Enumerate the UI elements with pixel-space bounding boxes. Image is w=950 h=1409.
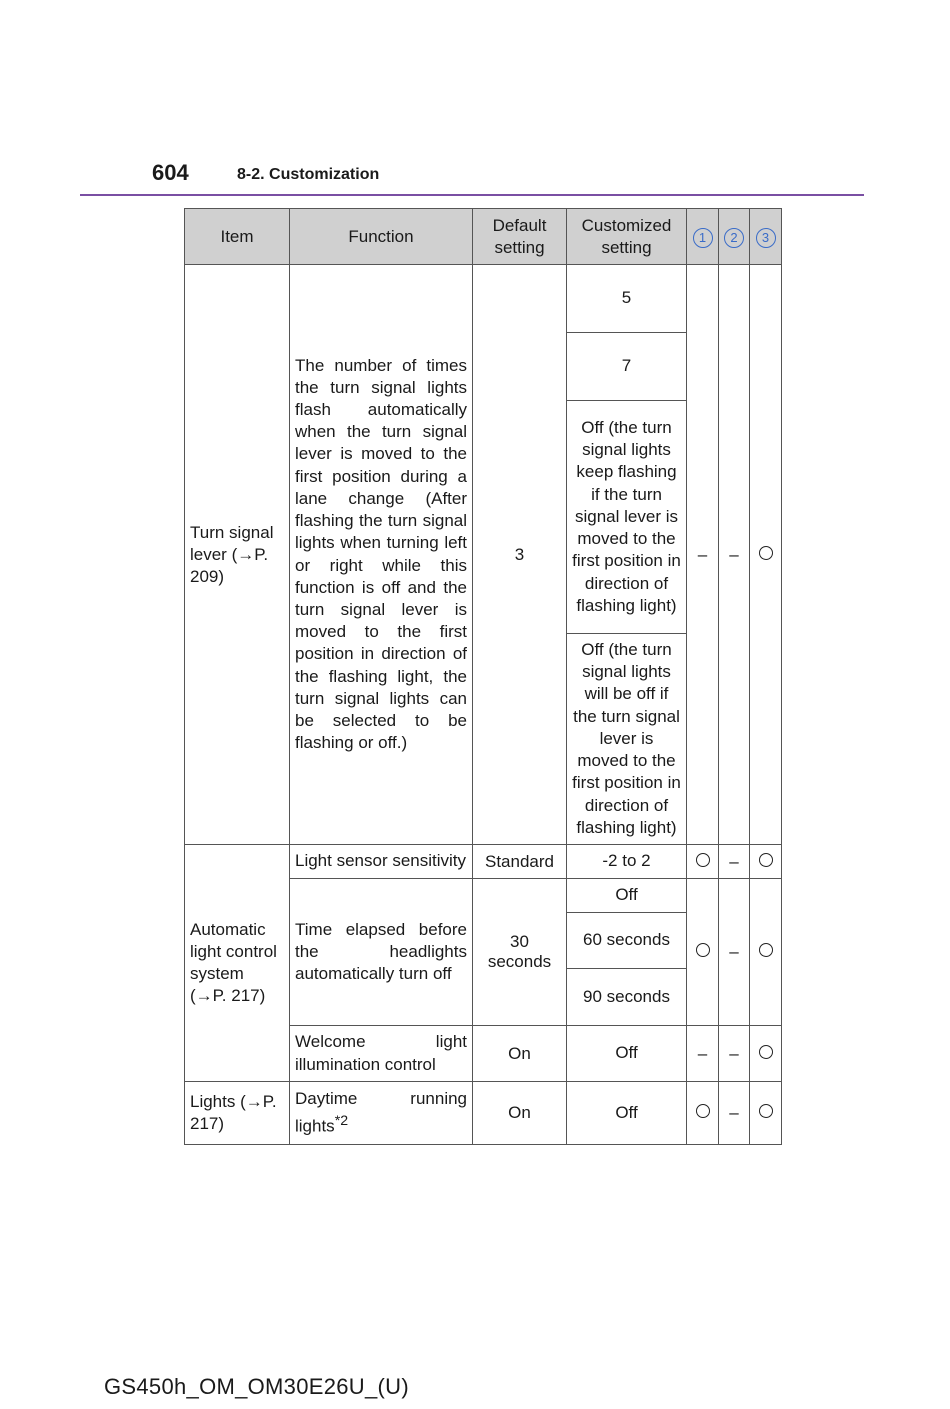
daytime-running-custom: Off	[567, 1082, 687, 1145]
col-header-default: Default setting	[473, 209, 567, 265]
daytime-running-mark-1	[687, 1082, 719, 1145]
auto-light-item: Automatic light control system (→P. 217)	[185, 845, 290, 1082]
customization-table	[184, 208, 782, 1145]
footnote-marker: *2	[334, 1113, 349, 1130]
lights-item: Lights (→P. 217)	[185, 1082, 290, 1145]
daytime-running-mark-2: –	[719, 1082, 750, 1145]
circle-mark-icon	[759, 1104, 773, 1118]
time-elapsed-option: 60 seconds	[567, 913, 687, 969]
circle-mark-icon	[759, 943, 773, 957]
time-elapsed-function: Time elapsed before the headlights automatically turn off	[290, 879, 473, 1026]
daytime-running-function	[290, 1082, 473, 1145]
turn-signal-function: The number of times the turn signal lights flash automatically when the turn signal lever is moved to the first position during a lane change (After flashing the turn signal lights when turning left or right while this function is off and the turn signal lever is moved to the first position in direction of the flashing light, the turn signal lights can be selected to be flashing or off.)	[290, 265, 473, 845]
turn-signal-option: Off (the turn signal lights keep flashing if the turn signal lever is moved to the first position in direction of flashing light)	[567, 401, 687, 634]
document-code-footer: GS450h_OM_OM30E26U_(U)	[104, 1374, 409, 1399]
turn-signal-option: Off (the turn signal lights will be off if the turn signal lever is moved to the first position in direction of flashing light)	[567, 634, 687, 845]
circle-mark-icon	[759, 546, 773, 560]
circle-mark-icon	[696, 1104, 710, 1118]
time-elapsed-mark-2: –	[719, 879, 750, 1026]
welcome-light-custom: Off	[567, 1026, 687, 1082]
time-elapsed-option: 90 seconds	[567, 969, 687, 1026]
welcome-light-default: On	[473, 1026, 567, 1082]
welcome-light-mark-3	[750, 1026, 782, 1082]
sensitivity-mark-2: –	[719, 845, 750, 879]
circle-mark-icon	[759, 853, 773, 867]
sensitivity-mark-3	[750, 845, 782, 879]
page-header	[80, 158, 864, 196]
turn-signal-default: 3	[473, 265, 567, 845]
sensitivity-function: Light sensor sensitivity	[290, 845, 473, 879]
turn-signal-mark-1: –	[687, 265, 719, 845]
welcome-light-mark-2: –	[719, 1026, 750, 1082]
number-badge-1: 1	[693, 228, 713, 248]
col-header-1	[687, 209, 719, 265]
table-row	[185, 845, 782, 879]
turn-signal-mark-2: –	[719, 265, 750, 845]
page-number: 604	[152, 160, 189, 185]
daytime-running-default: On	[473, 1082, 567, 1145]
col-header-customized: Customized setting	[567, 209, 687, 265]
section-title: 8-2. Customization	[237, 166, 380, 183]
turn-signal-mark-3	[750, 265, 782, 845]
table-row	[185, 265, 782, 333]
welcome-light-mark-1: –	[687, 1026, 719, 1082]
circle-mark-icon	[759, 1045, 773, 1059]
table-row	[185, 1082, 782, 1145]
sensitivity-default: Standard	[473, 845, 567, 879]
col-header-2	[719, 209, 750, 265]
turn-signal-item: Turn signal lever (→P. 209)	[185, 265, 290, 845]
col-header-item: Item	[185, 209, 290, 265]
col-header-3	[750, 209, 782, 265]
circle-mark-icon	[696, 853, 710, 867]
time-elapsed-option: Off	[567, 879, 687, 913]
welcome-light-function: Welcome light illumination control	[290, 1026, 473, 1082]
time-elapsed-mark-3	[750, 879, 782, 1026]
sensitivity-mark-1	[687, 845, 719, 879]
turn-signal-option: 7	[567, 333, 687, 401]
time-elapsed-default: 30 seconds	[473, 879, 567, 1026]
number-badge-3: 3	[756, 228, 776, 248]
daytime-running-mark-3	[750, 1082, 782, 1145]
table-header-row	[185, 209, 782, 265]
col-header-function: Function	[290, 209, 473, 265]
turn-signal-option: 5	[567, 265, 687, 333]
number-badge-2: 2	[724, 228, 744, 248]
circle-mark-icon	[696, 943, 710, 957]
time-elapsed-mark-1	[687, 879, 719, 1026]
daytime-running-label: Daytime running lights	[295, 1088, 467, 1136]
sensitivity-custom: -2 to 2	[567, 845, 687, 879]
